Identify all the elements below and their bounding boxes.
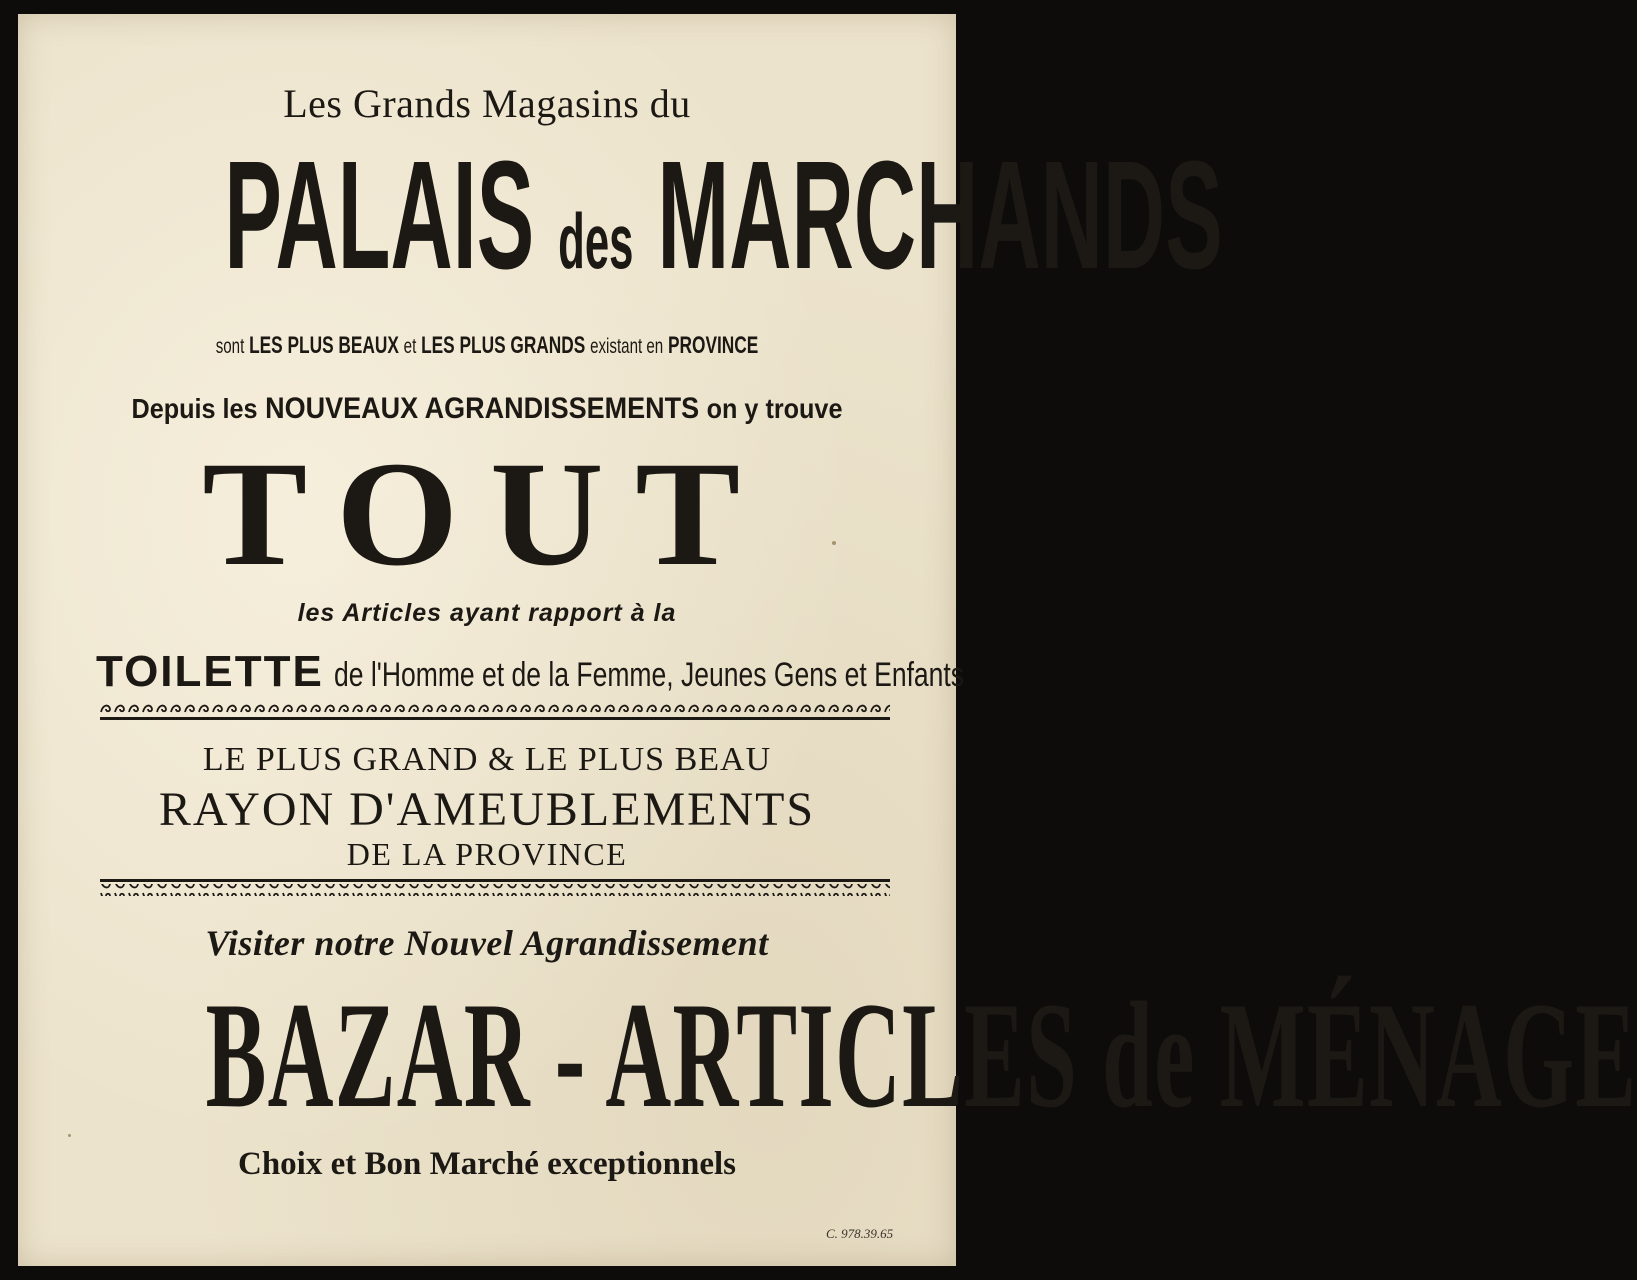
- visiter-line: Visiter notre Nouvel Agrandissement: [205, 923, 769, 963]
- ornamental-rule-bottom: [100, 878, 890, 898]
- poster-sheet: [18, 14, 1637, 1266]
- subtitle-word-sont: sont: [215, 335, 245, 358]
- articles-line: les Articles ayant rapport à la: [297, 599, 677, 627]
- subtitle-line: [149, 332, 824, 360]
- agrandissements-line: [65, 392, 909, 426]
- paper-stain: [68, 1134, 71, 1137]
- on-y-trouve: on y trouve: [706, 393, 843, 424]
- rayon-line: RAYON D'AMEUBLEMENTS: [158, 783, 816, 836]
- ornamental-rule-top: [100, 702, 890, 722]
- subtitle-existant: existant en: [590, 335, 664, 358]
- title-palais: PALAIS: [224, 129, 535, 301]
- main-title: [224, 129, 1223, 301]
- toilette-word: TOILETTE: [96, 647, 324, 696]
- subtitle-province: PROVINCE: [668, 332, 759, 359]
- subtitle-plus-beaux: LES PLUS BEAUX: [249, 332, 399, 359]
- nouveaux-agrandissements: NOUVEAUX AGRANDISSEMENTS: [265, 392, 700, 425]
- toilette-rest: de l'Homme et de la Femme, Jeunes Gens et Enfants: [333, 656, 964, 694]
- paper-stain: [832, 541, 836, 545]
- title-des: des: [558, 197, 634, 285]
- choix-line: Choix et Bon Marché exceptionnels: [237, 1146, 736, 1182]
- subtitle-plus-grands: LES PLUS GRANDS: [421, 332, 586, 359]
- subtitle-word-et: et: [403, 335, 417, 358]
- de-la-province-line: DE LA PROVINCE: [346, 836, 628, 872]
- plus-grand-line: LE PLUS GRAND & LE PLUS BEAU: [202, 741, 772, 778]
- title-marchands: MARCHANDS: [657, 129, 1223, 301]
- bazar-headline: BAZAR - ARTICLES de MÉNAGE: [205, 971, 1637, 1139]
- tout-headline: TOUT: [202, 431, 772, 597]
- intro-line: Les Grands Magasins du: [283, 81, 691, 126]
- depuis-les: Depuis les: [131, 393, 258, 424]
- archive-mark: C. 978.39.65: [826, 1226, 894, 1241]
- toilette-line: [96, 647, 1142, 697]
